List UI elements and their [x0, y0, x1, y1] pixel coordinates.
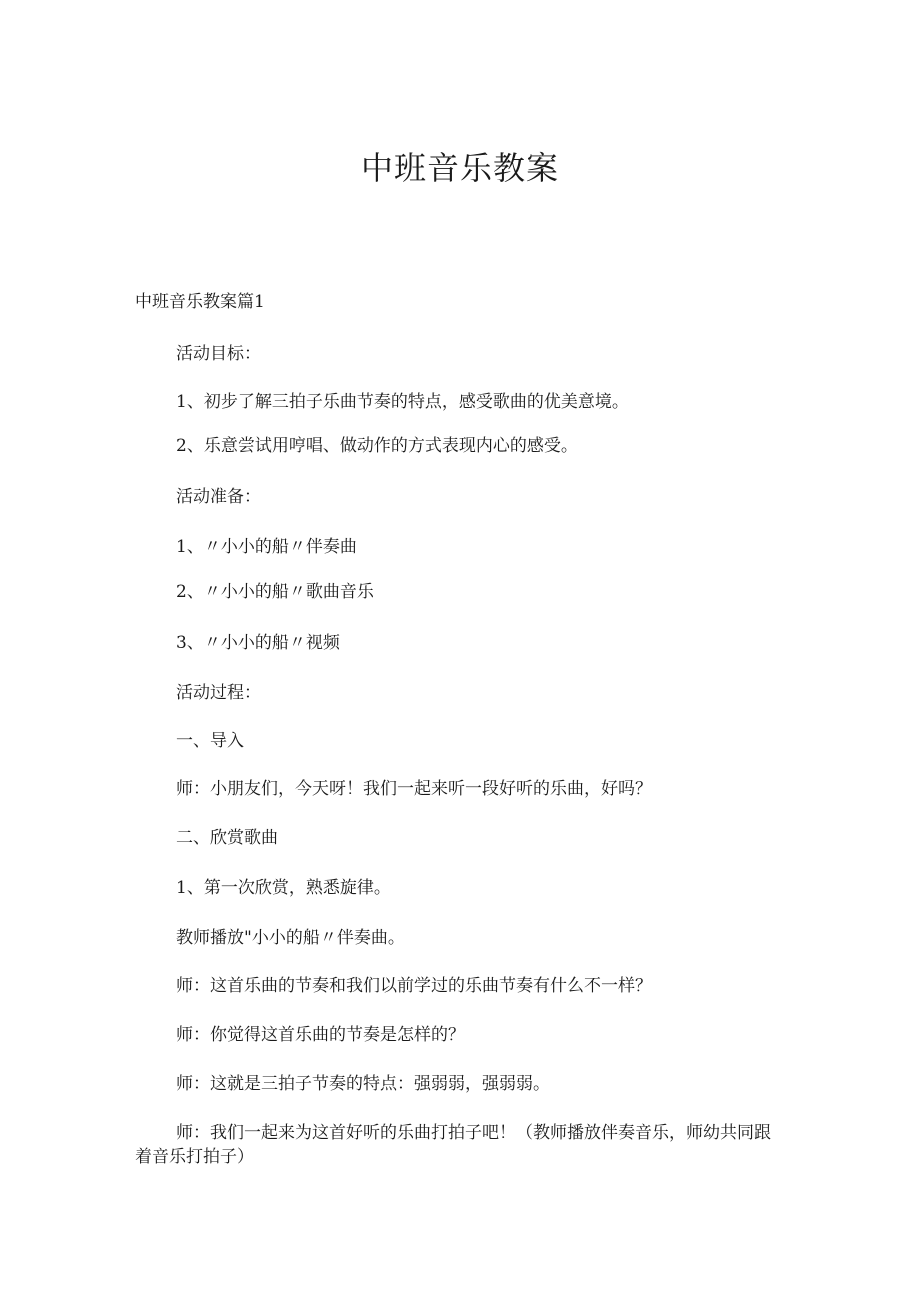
text-line: 师：你觉得这首乐曲的节奏是怎样的？: [176, 1025, 465, 1045]
text-line: 一、导入: [176, 731, 244, 751]
text-line: 师：小朋友们，今天呀！我们一起来听一段好听的乐曲，好吗？: [176, 779, 652, 799]
text-line: 活动准备：: [176, 487, 261, 507]
text-line: 二、欣赏歌曲: [176, 828, 278, 848]
section-heading: 中班音乐教案篇1: [135, 292, 265, 312]
text-line: 师：这就是三拍子节奏的特点：强弱弱，强弱弱。: [176, 1074, 550, 1094]
text-line: 2、乐意尝试用哼唱、做动作的方式表现内心的感受。: [176, 436, 578, 456]
text-line: 1、初步了解三拍子乐曲节奏的特点，感受歌曲的优美意境。: [176, 392, 629, 412]
text-line: 师：这首乐曲的节奏和我们以前学过的乐曲节奏有什么不一样？: [176, 976, 652, 996]
text-line: 活动过程：: [176, 683, 261, 703]
text-line: 1、〃小小的船〃伴奏曲: [176, 537, 357, 557]
document-title: 中班音乐教案: [360, 149, 559, 187]
text-line: 2、〃小小的船〃歌曲音乐: [176, 582, 374, 602]
text-line: 活动目标：: [176, 344, 261, 364]
text-line: 1、第一次欣赏，熟悉旋律。: [176, 878, 391, 898]
text-line: 3、〃小小的船〃视频: [176, 633, 340, 653]
text-line: 教师播放"小小的船〃伴奏曲。: [176, 928, 405, 948]
text-paragraph: 师：我们一起来为这首好听的乐曲打拍子吧！（教师播放伴奏音乐，师幼共同跟着音乐打拍子）: [135, 1123, 771, 1167]
